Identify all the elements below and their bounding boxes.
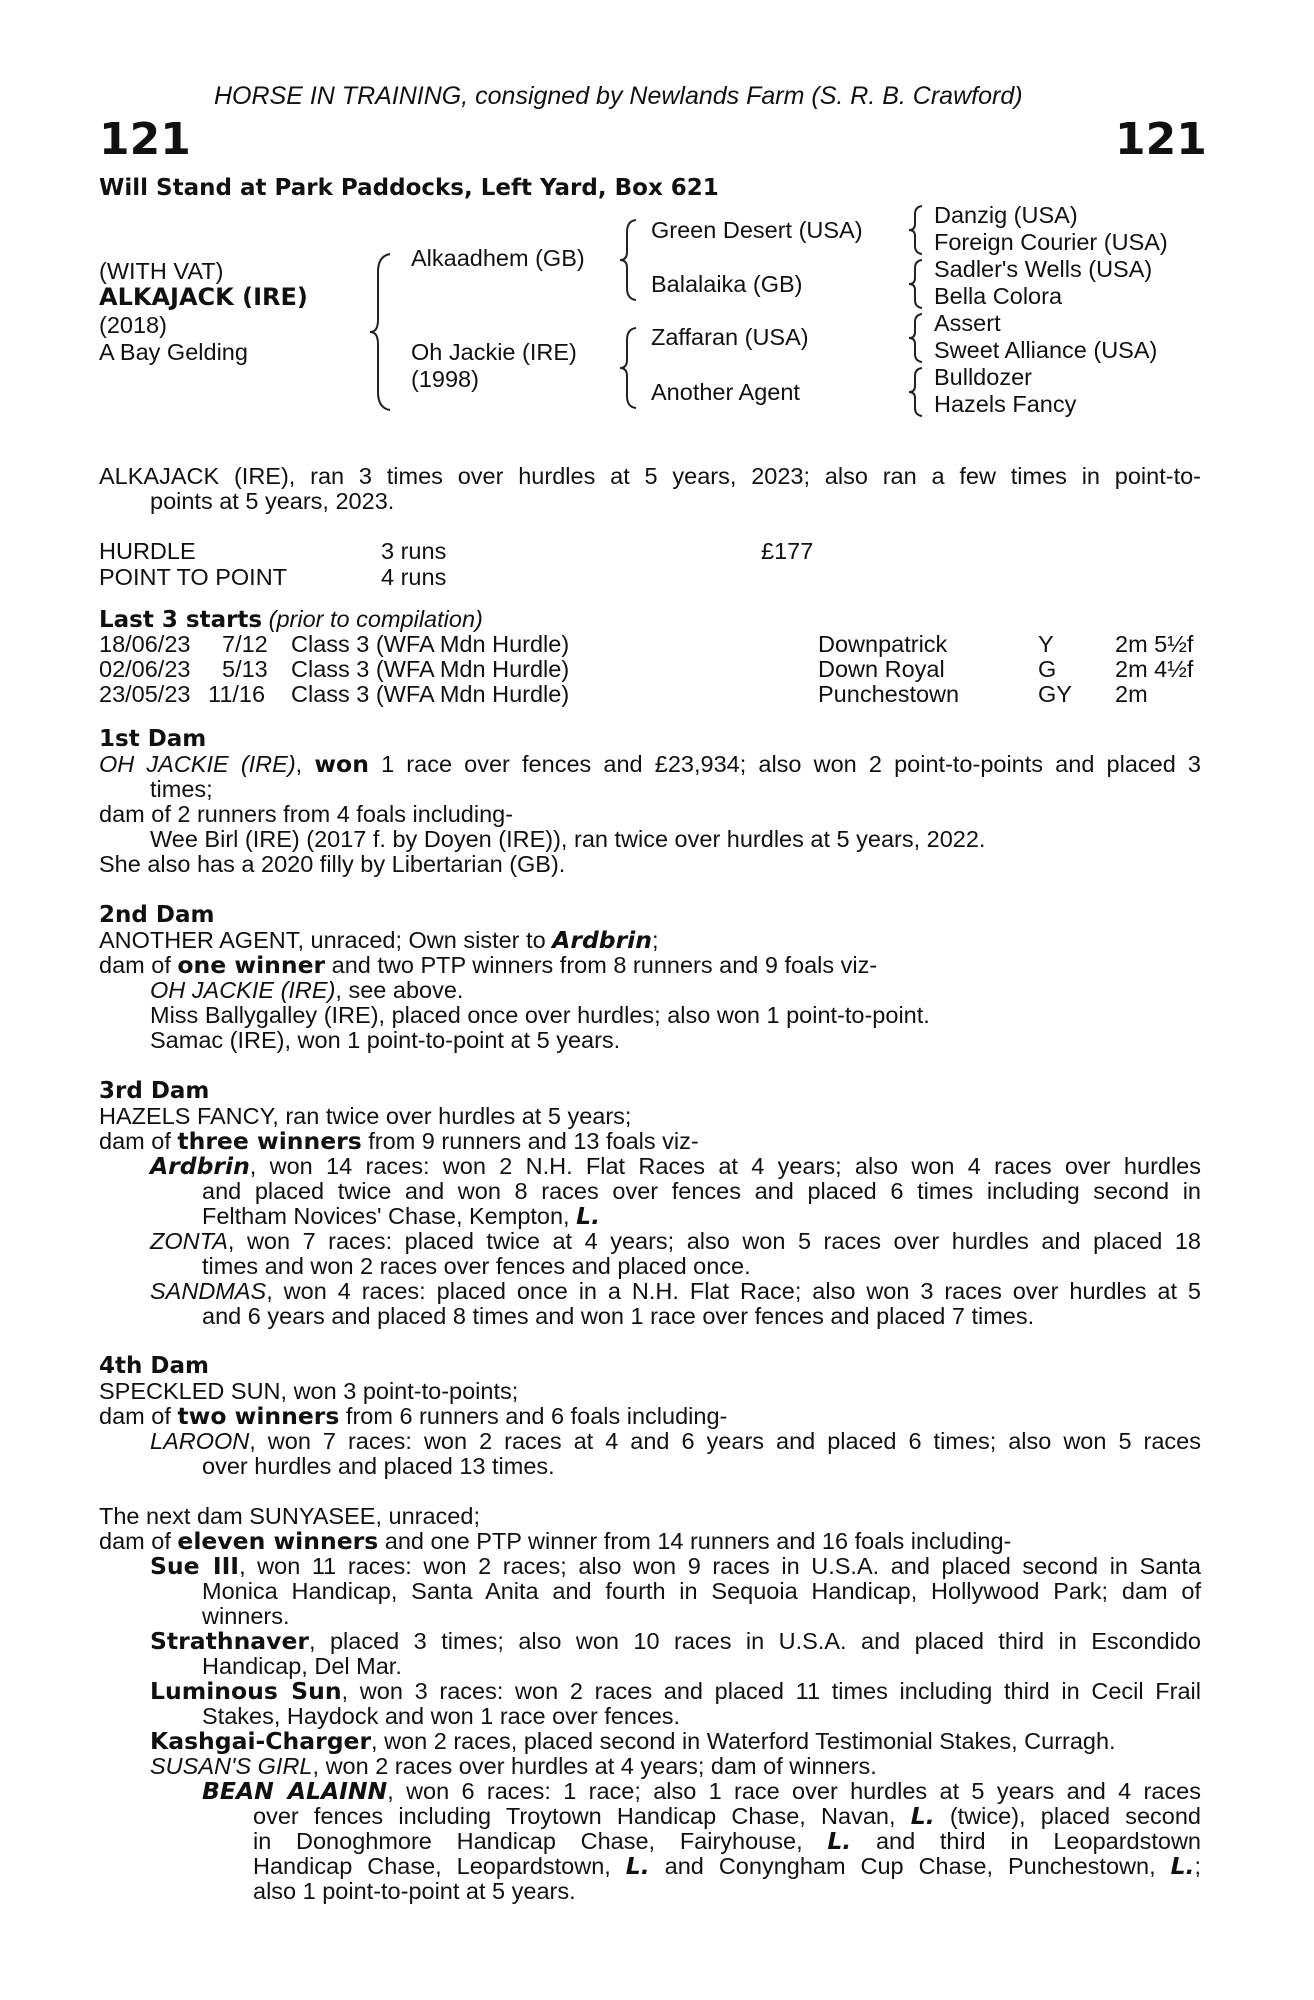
bean-alainn-name: BEAN ALAINN [202, 1777, 388, 1805]
pedigree-gen4-3: Sadler's Wells (USA) [934, 256, 1153, 282]
dam3-heading: 3rd Dam [99, 1078, 210, 1104]
record-earnings: £177 [761, 538, 814, 564]
dam2-line2-rest: and two PTP winners from 8 runners and 9 foals viz- [325, 952, 878, 978]
pedigree-gen4-5: Assert [934, 310, 1001, 336]
kash-line1 [150, 1729, 1116, 1755]
horse-name: ALKAJACK (IRE) [99, 283, 308, 311]
dam4-p1-line1 [150, 1429, 1201, 1455]
dam2-line2 [99, 953, 877, 979]
dam1-line4: She also has a 2020 filly by Libertarian (GB). [99, 851, 566, 877]
luminous-sun-name: Luminous Sun [150, 1677, 342, 1705]
pedigree-brace-sire [618, 218, 642, 302]
horse-description: A Bay Gelding [99, 339, 248, 365]
start-going: GY [1038, 681, 1072, 707]
last-starts-note: (prior to compilation) [268, 606, 483, 632]
pedigree-brace-g4 [907, 366, 927, 418]
dam1-line2: dam of 2 runners from 4 foals including- [99, 801, 514, 827]
record-runs: 3 runs [381, 538, 447, 564]
bean-line4-mid: and Conyngham Cup Chase, Punchestown, [649, 1853, 1171, 1879]
listed-mark: L. [910, 1802, 935, 1830]
dam2-line1 [99, 928, 659, 954]
last-starts-title: Last 3 starts [99, 607, 263, 633]
dam3-p3-line1 [150, 1279, 1201, 1305]
dam2-line4: Miss Ballygalley (IRE), placed once over hurdles; also won 1 point-to-point. [150, 1002, 930, 1028]
dam3-p1-race: Feltham Novices' Chase, Kempton, [202, 1203, 577, 1229]
kashgai-name: Kashgai-Charger [150, 1727, 372, 1755]
dam3-p2-line1 [150, 1229, 1201, 1255]
pedigree-brace-g2 [907, 258, 927, 310]
listed-mark: L. [625, 1852, 650, 1880]
dam3-p1-line3 [202, 1204, 600, 1230]
start-position: 7/12 [222, 631, 268, 657]
pedigree-brace-dam [618, 326, 642, 410]
pedigree-gen4-1: Danzig (USA) [934, 202, 1078, 228]
bean-line2-text: over fences including Troytown Handicap Chase, Navan, [253, 1803, 911, 1829]
dam3-line2-text: dam of [99, 1128, 178, 1154]
dam4-winners: two winners [177, 1402, 340, 1430]
pedigree-brace-main [368, 252, 398, 412]
bean-line3-rest: and third in Leopardstown [851, 1828, 1201, 1854]
pedigree-dam: Oh Jackie (IRE) [411, 339, 577, 365]
sue-line1 [150, 1554, 1201, 1580]
dam2-line2-text: dam of [99, 952, 178, 978]
vat-status: (WITH VAT) [99, 258, 224, 284]
record-type: POINT TO POINT [99, 564, 288, 590]
dam1-line1: OH JACKIE (IRE), won 1 race over fences and £23,934; also won 2 point-to-points and placed 3 [99, 750, 1201, 778]
lot-number-right: 121 [1115, 114, 1207, 165]
pedigree-gen3-1: Green Desert (USA) [651, 217, 863, 243]
strath-text: , placed 3 times; also won 10 races in U.S.A. and placed third in Escondido [309, 1628, 1201, 1654]
dam1-heading: 1st Dam [99, 726, 207, 752]
pedigree-gen3-4: Another Agent [651, 379, 800, 405]
sue-line3: winners. [202, 1603, 290, 1629]
pedigree-dam-year: (1998) [411, 366, 479, 392]
dam1-line1-cont: times; [150, 776, 213, 802]
dam3-p1-line1 [150, 1154, 1201, 1180]
pedigree-gen4-2: Foreign Courier (USA) [934, 229, 1168, 255]
next-dam-line1: The next dam SUNYASEE, unraced; [99, 1503, 480, 1529]
sue-text: , won 11 races: won 2 races; also won 9 races in U.S.A. and placed second in Santa [239, 1553, 1201, 1579]
pedigree-sire: Alkaadhem (GB) [411, 245, 585, 271]
sue-line2: Monica Handicap, Santa Anita and fourth in Sequoia Handicap, Hollywood Park; dam of [202, 1578, 1201, 1604]
dam2-line3 [150, 978, 463, 1004]
susan-line1 [150, 1754, 877, 1780]
dam3-line2 [99, 1129, 699, 1155]
dam3-p3-text: , won 4 races: placed once in a N.H. Flat Race; also won 3 races over hurdles at 5 [266, 1278, 1201, 1304]
dam1-line3: Wee Birl (IRE) (2017 f. by Doyen (IRE)), ran twice over hurdles at 5 years, 2022. [150, 826, 986, 852]
bean-line3 [253, 1829, 1201, 1855]
bean-line3-text: in Donoghmore Handicap Chase, Fairyhouse, [253, 1828, 828, 1854]
dam4-heading: 4th Dam [99, 1353, 209, 1379]
dam3-line1: HAZELS FANCY, ran twice over hurdles at 5 years; [99, 1103, 632, 1129]
dam3-p1-text: , won 14 races: won 2 N.H. Flat Races at 4 years; also won 4 races over hurdles [249, 1153, 1201, 1179]
dam2-line3-rest: , see above. [335, 977, 464, 1003]
lum-line1 [150, 1679, 1201, 1705]
kash-text: , won 2 races, placed second in Waterford Testimonial Stakes, Curragh. [371, 1728, 1116, 1754]
pedigree-gen3-2: Balalaika (GB) [651, 271, 803, 297]
bean-line2 [253, 1804, 1201, 1830]
race-summary: ALKAJACK (IRE), ran 3 times over hurdles at 5 years, 2023; also ran a few times in point-to- [99, 463, 1201, 489]
start-distance: 2m [1115, 681, 1148, 707]
start-date: 02/06/23 [99, 656, 191, 682]
dam4-p1-text: , won 7 races: won 2 races at 4 and 6 years and placed 6 times; also won 5 races [249, 1428, 1201, 1454]
dam1-name: OH JACKIE (IRE) [99, 751, 296, 777]
lum-text: , won 3 races: won 2 races and placed 11 times including third in Cecil Frail [341, 1678, 1201, 1704]
bean-line2-rest: (twice), placed second [934, 1803, 1201, 1829]
listed-mark: L. [576, 1202, 601, 1230]
last-starts-heading [99, 607, 483, 634]
stand-location: Will Stand at Park Paddocks, Left Yard, Box 621 [99, 175, 719, 201]
dam3-p1-line2: and placed twice and won 8 races over fences and placed 6 times including second in [202, 1178, 1201, 1204]
dam1-won: won [314, 750, 369, 778]
next-dam-line2 [99, 1529, 1011, 1555]
bean-line5: also 1 point-to-point at 5 years. [253, 1878, 576, 1904]
record-type: HURDLE [99, 538, 196, 564]
bean-line1 [202, 1779, 1201, 1805]
dam4-laroon: LAROON [150, 1428, 250, 1454]
dam3-p2-line2: times and won 2 races over fences and placed once. [202, 1253, 751, 1279]
race-summary-cont: points at 5 years, 2023. [150, 488, 395, 514]
pedigree-brace-g1 [907, 204, 927, 256]
start-position: 5/13 [222, 656, 268, 682]
dam3-sandmas: SANDMAS [150, 1278, 267, 1304]
start-distance: 2m 5½f [1115, 631, 1194, 657]
next-dam-line2-text: dam of [99, 1528, 178, 1554]
lot-number-left: 121 [99, 114, 191, 165]
dam3-p2-text: , won 7 races: placed twice at 4 years; also won 5 races over hurdles and placed 18 [227, 1228, 1201, 1254]
strath-line2: Handicap, Del Mar. [202, 1653, 402, 1679]
pedigree-gen4-7: Bulldozer [934, 364, 1032, 390]
strathnaver-name: Strathnaver [150, 1627, 310, 1655]
dam2-progeny-name: OH JACKIE (IRE) [150, 977, 336, 1003]
start-going: Y [1038, 631, 1054, 657]
dam2-sister-name: Ardbrin [552, 926, 652, 954]
susan-text: , won 2 races over hurdles at 4 years; dam of winners. [312, 1753, 877, 1779]
dam4-line2 [99, 1404, 727, 1430]
start-date: 18/06/23 [99, 631, 191, 657]
dam3-line2-rest: from 9 runners and 13 foals viz- [361, 1128, 699, 1154]
dam3-winners: three winners [177, 1127, 362, 1155]
pedigree-gen4-6: Sweet Alliance (USA) [934, 337, 1158, 363]
bean-text: , won 6 races: 1 race; also 1 race over hurdles at 5 years and 4 races [387, 1778, 1201, 1804]
record-runs: 4 runs [381, 564, 447, 590]
listed-mark: L. [1170, 1852, 1195, 1880]
start-race: Class 3 (WFA Mdn Hurdle) [291, 631, 570, 657]
dam4-line1: SPECKLED SUN, won 3 point-to-points; [99, 1378, 519, 1404]
dam3-ardbrin: Ardbrin [150, 1152, 250, 1180]
lum-line2: Stakes, Haydock and won 1 race over fences. [202, 1703, 681, 1729]
start-race: Class 3 (WFA Mdn Hurdle) [291, 681, 570, 707]
bean-line4-text: Handicap Chase, Leopardstown, [253, 1853, 626, 1879]
dam4-p1-line2: over hurdles and placed 13 times. [202, 1453, 555, 1479]
dam4-line2-text: dam of [99, 1403, 178, 1429]
sue-iii-name: Sue III [150, 1552, 240, 1580]
strath-line1 [150, 1629, 1201, 1655]
start-distance: 2m 4½f [1115, 656, 1194, 682]
dam2-heading: 2nd Dam [99, 902, 215, 928]
start-date: 23/05/23 [99, 681, 191, 707]
start-course: Punchestown [818, 681, 960, 707]
dam1-line1-rest: 1 race over fences and £23,934; also won 2 point-to-points and placed 3 [368, 751, 1201, 777]
dam3-zonta: ZONTA [150, 1228, 228, 1254]
pedigree-gen4-4: Bella Colora [934, 283, 1063, 309]
start-going: G [1038, 656, 1057, 682]
start-course: Downpatrick [818, 631, 948, 657]
start-position: 11/16 [208, 681, 266, 707]
horse-year: (2018) [99, 312, 167, 338]
start-course: Down Royal [818, 656, 945, 682]
dam3-p3-line2: and 6 years and placed 8 times and won 1 race over fences and placed 7 times. [202, 1303, 1035, 1329]
start-race: Class 3 (WFA Mdn Hurdle) [291, 656, 570, 682]
dam4-line2-rest: from 6 runners and 6 foals including- [339, 1403, 728, 1429]
susans-girl-name: SUSAN'S GIRL [150, 1753, 313, 1779]
dam2-line5: Samac (IRE), won 1 point-to-point at 5 years. [150, 1027, 621, 1053]
pedigree-gen4-8: Hazels Fancy [934, 391, 1077, 417]
pedigree-brace-g3 [907, 312, 927, 364]
next-dam-line2-rest: and one PTP winner from 14 runners and 16 foals including- [378, 1528, 1012, 1554]
dam2-line1-text: ANOTHER AGENT, unraced; Own sister to [99, 927, 553, 953]
dam2-line1-end: ; [651, 927, 659, 953]
bean-line4 [253, 1854, 1201, 1880]
consignment-header: HORSE IN TRAINING, consigned by Newlands Farm (S. R. B. Crawford) [214, 82, 1023, 110]
dam2-winners: one winner [177, 951, 326, 979]
listed-mark: L. [827, 1827, 852, 1855]
bean-line4-end: ; [1194, 1853, 1202, 1879]
next-dam-winners: eleven winners [177, 1527, 379, 1555]
pedigree-gen3-3: Zaffaran (USA) [651, 324, 809, 350]
